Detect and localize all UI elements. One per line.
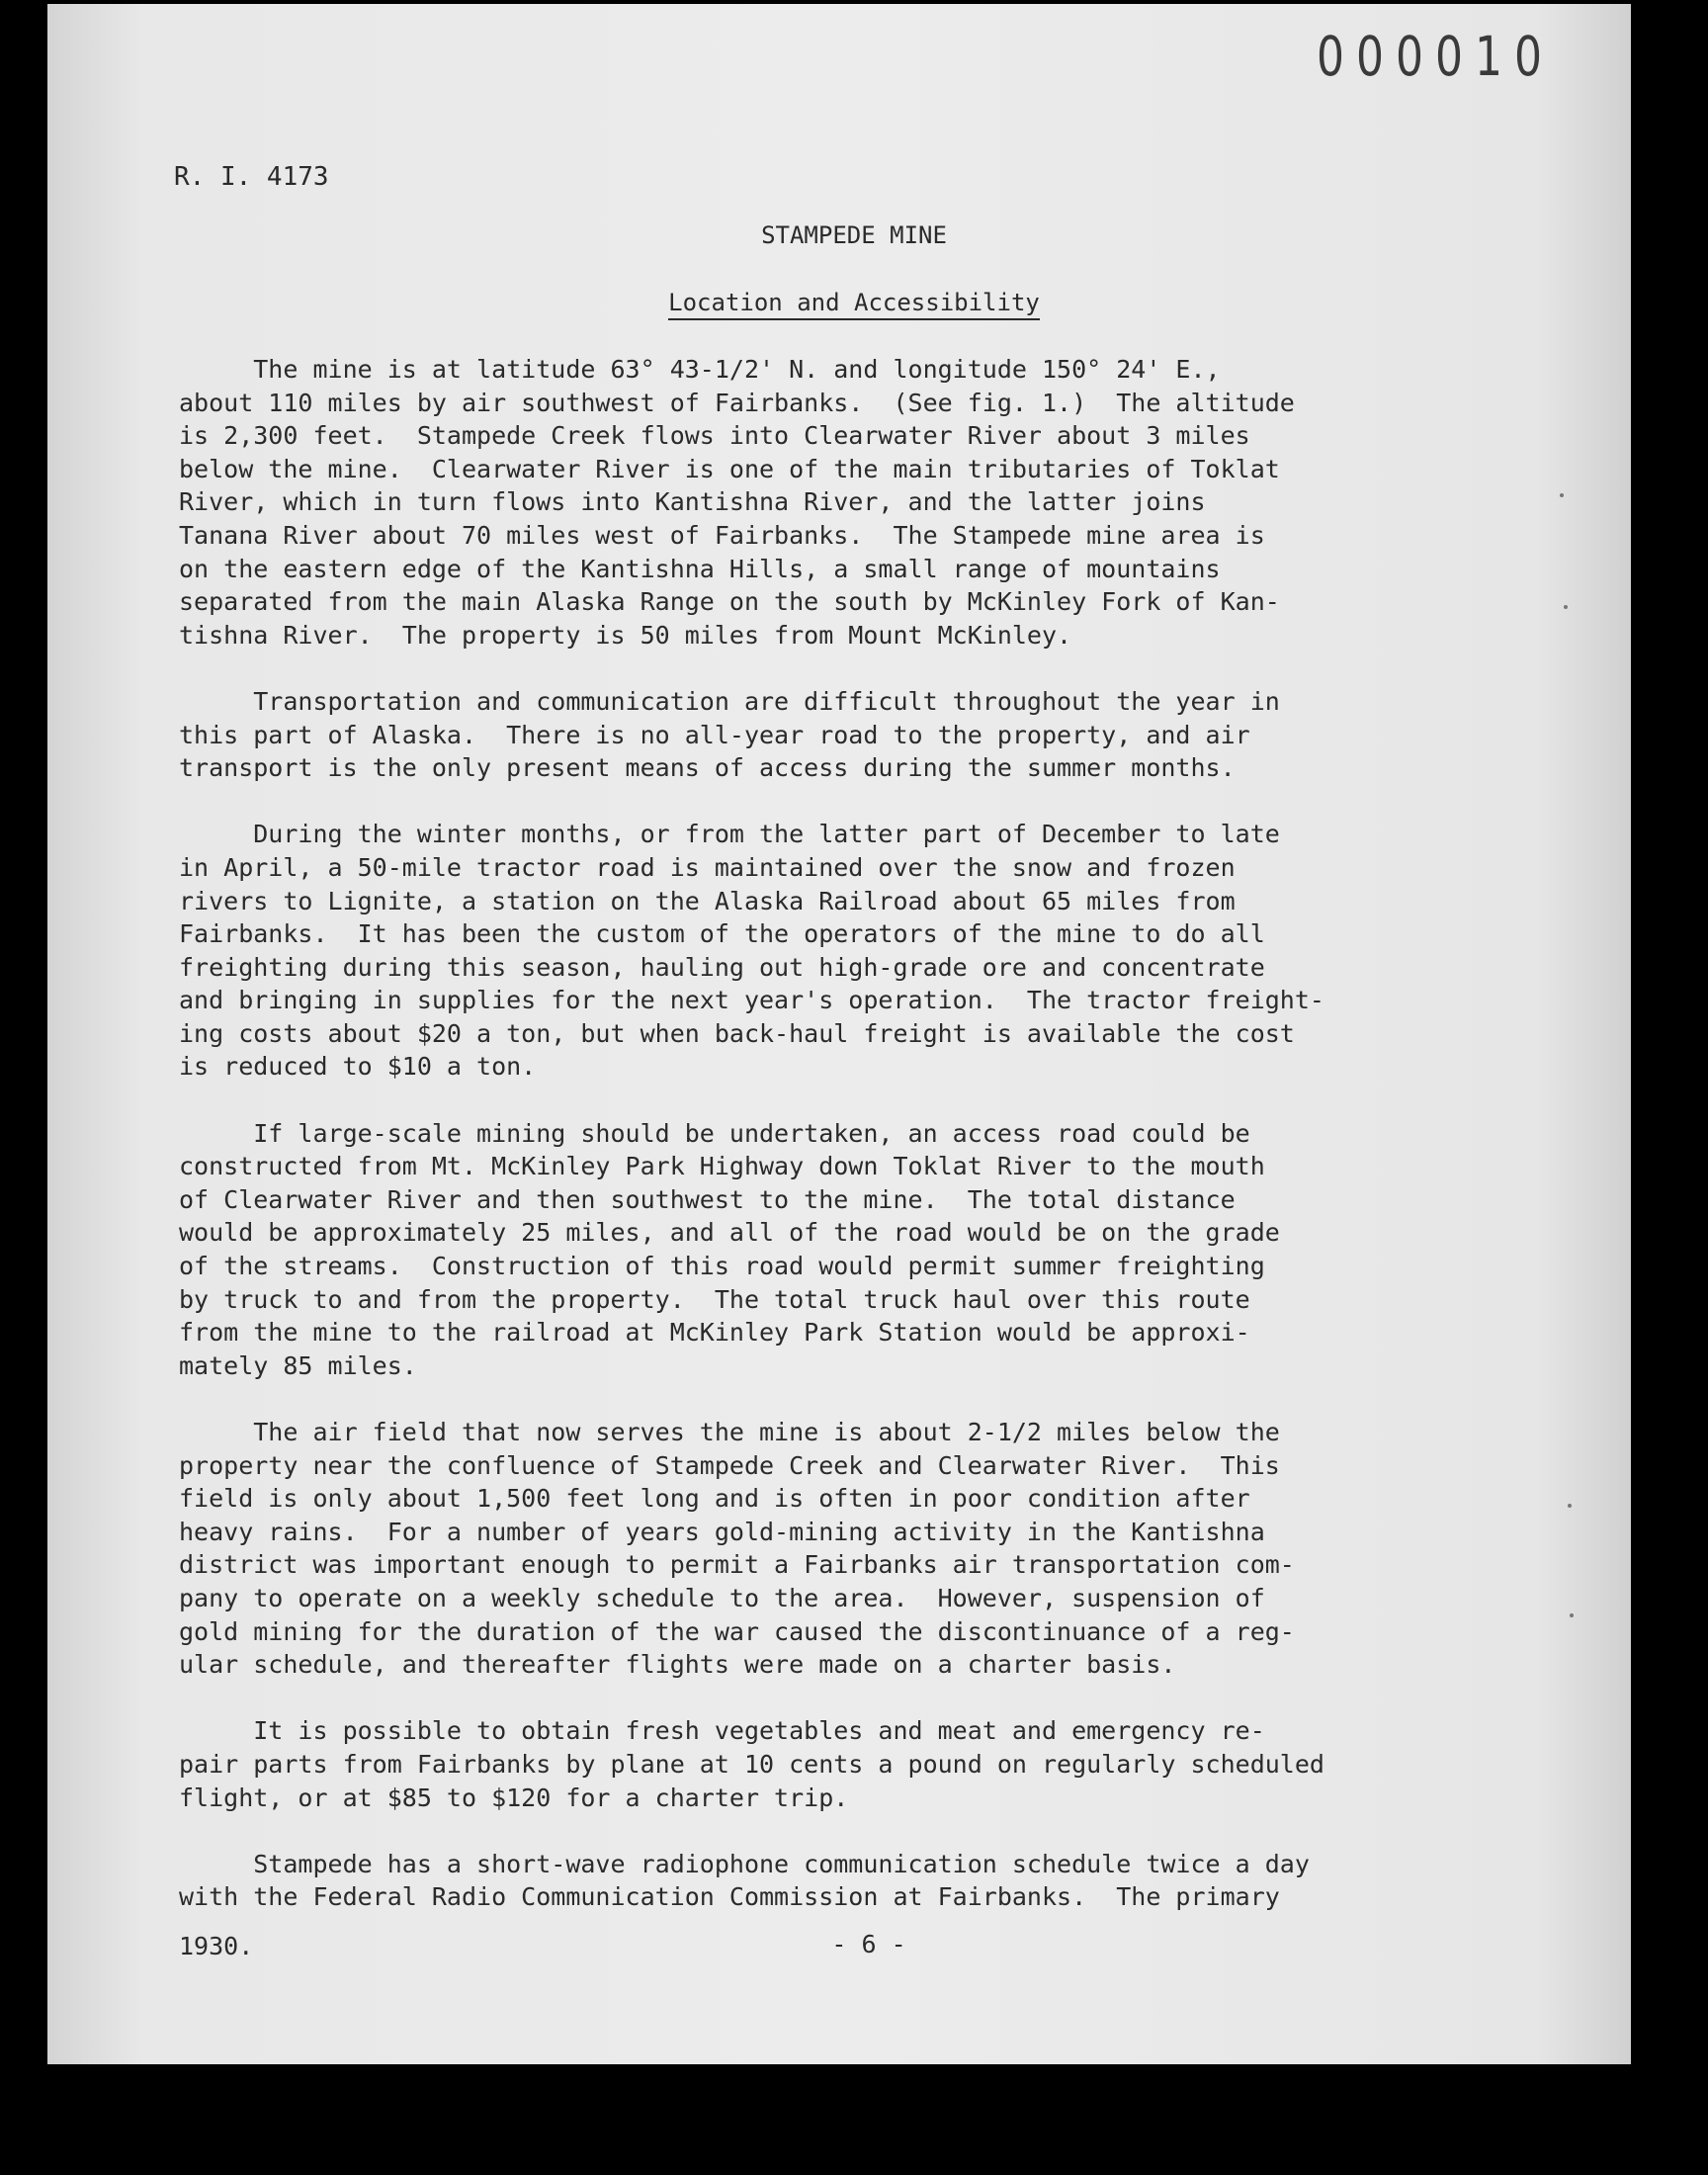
page-number-stamp: 000010 — [1317, 26, 1554, 89]
footer-year: 1930. — [179, 1932, 254, 1960]
text-line: pair parts from Fairbanks by plane at 10 cents a pound on regularly scheduled — [179, 1749, 1324, 1779]
text-line: gold mining for the duration of the war caused the discontinuance of a reg- — [179, 1616, 1295, 1646]
body-text — [179, 353, 1513, 1948]
text-line: Transportation and communication are difficult throughout the year in — [179, 686, 1280, 716]
text-line: would be approximately 25 miles, and all of the road would be on the grade — [179, 1218, 1280, 1248]
section-heading — [47, 289, 1631, 316]
text-line: rivers to Lignite, a station on the Alaska Railroad about 65 miles from — [179, 886, 1236, 915]
text-line: about 110 miles by air southwest of Fairbanks. (See fig. 1.) The altitude — [179, 388, 1295, 417]
text-line: freighting during this season, hauling out high-grade ore and concentrate — [179, 952, 1265, 982]
paper-speck — [1560, 493, 1564, 497]
text-line: Fairbanks. It has been the custom of the operators of the mine to do all — [179, 919, 1265, 949]
text-line: this part of Alaska. There is no all-year road to the property, and air — [179, 720, 1250, 749]
text-line: on the eastern edge of the Kantishna Hills, a small range of mountains — [179, 554, 1221, 583]
text-line: by truck to and from the property. The total truck haul over this route — [179, 1284, 1250, 1314]
text-line: of Clearwater River and then southwest to the mine. The total distance — [179, 1184, 1236, 1214]
text-line: During the winter months, or from the latter part of December to late — [179, 820, 1280, 849]
text-line: Stampede has a short-wave radiophone communication schedule twice a day — [179, 1849, 1310, 1878]
text-line: property near the confluence of Stampede Creek and Clearwater River. This — [179, 1450, 1280, 1480]
text-line: ular schedule, and thereafter flights were made on a charter basis. — [179, 1650, 1176, 1680]
text-line: and bringing in supplies for the next year's operation. The tractor freight- — [179, 986, 1324, 1015]
text-line: constructed from Mt. McKinley Park Highway down Toklat River to the mouth — [179, 1152, 1265, 1181]
text-line: from the mine to the railroad at McKinley Park Station would be approxi- — [179, 1318, 1250, 1348]
paragraph — [179, 1714, 1513, 1814]
text-line: The air field that now serves the mine is about 2-1/2 miles below the — [179, 1418, 1280, 1446]
text-line: is reduced to $10 a ton. — [179, 1052, 537, 1082]
paragraph — [179, 1117, 1513, 1383]
footer-page-number: - 6 - — [831, 1930, 906, 1958]
text-line: with the Federal Radio Communication Commission at Fairbanks. The primary — [179, 1882, 1280, 1912]
paragraph — [179, 353, 1513, 652]
text-line: Tanana River about 70 miles west of Fairbanks. The Stampede mine area is — [179, 520, 1265, 550]
text-line: is 2,300 feet. Stampede Creek flows into Clearwater River about 3 miles — [179, 421, 1250, 451]
paper-speck — [1564, 605, 1568, 609]
text-line: mately 85 miles. — [179, 1350, 417, 1380]
paragraph — [179, 1416, 1513, 1682]
document-page — [47, 4, 1631, 2064]
paragraph — [179, 685, 1513, 785]
text-line: pany to operate on a weekly schedule to the area. However, suspension of — [179, 1583, 1265, 1612]
paragraph — [179, 818, 1513, 1084]
text-line: field is only about 1,500 feet long and is often in poor condition after — [179, 1484, 1250, 1514]
text-line: The mine is at latitude 63° 43-1/2' N. and longitude 150° 24' E., — [179, 355, 1221, 384]
text-line: below the mine. Clearwater River is one of the main tributaries of Toklat — [179, 454, 1280, 483]
section-heading-text: Location and Accessibility — [668, 289, 1040, 320]
text-line: flight, or at $85 to $120 for a charter trip. — [179, 1783, 849, 1812]
paragraph — [179, 1848, 1513, 1914]
document-title: STAMPEDE MINE — [761, 221, 947, 249]
paper-speck — [1570, 1613, 1574, 1617]
text-line: If large-scale mining should be undertaken, an access road could be — [179, 1118, 1250, 1148]
report-id: R. I. 4173 — [174, 162, 329, 192]
text-line: of the streams. Construction of this road would permit summer freighting — [179, 1252, 1265, 1281]
text-line: in April, a 50-mile tractor road is maintained over the snow and frozen — [179, 852, 1236, 882]
text-line: district was important enough to permit a Fairbanks air transportation com- — [179, 1550, 1295, 1580]
text-line: heavy rains. For a number of years gold-mining activity in the Kantishna — [179, 1517, 1265, 1546]
paper-speck — [1568, 1504, 1572, 1508]
text-line: ing costs about $20 a ton, but when back-haul freight is available the cost — [179, 1018, 1295, 1048]
text-line: It is possible to obtain fresh vegetables and meat and emergency re- — [179, 1716, 1265, 1746]
text-line: River, which in turn flows into Kantishna River, and the latter joins — [179, 487, 1206, 517]
text-line: tishna River. The property is 50 miles from Mount McKinley. — [179, 620, 1072, 650]
text-line: separated from the main Alaska Range on the south by McKinley Fork of Kan- — [179, 587, 1280, 617]
text-line: transport is the only present means of access during the summer months. — [179, 753, 1236, 783]
